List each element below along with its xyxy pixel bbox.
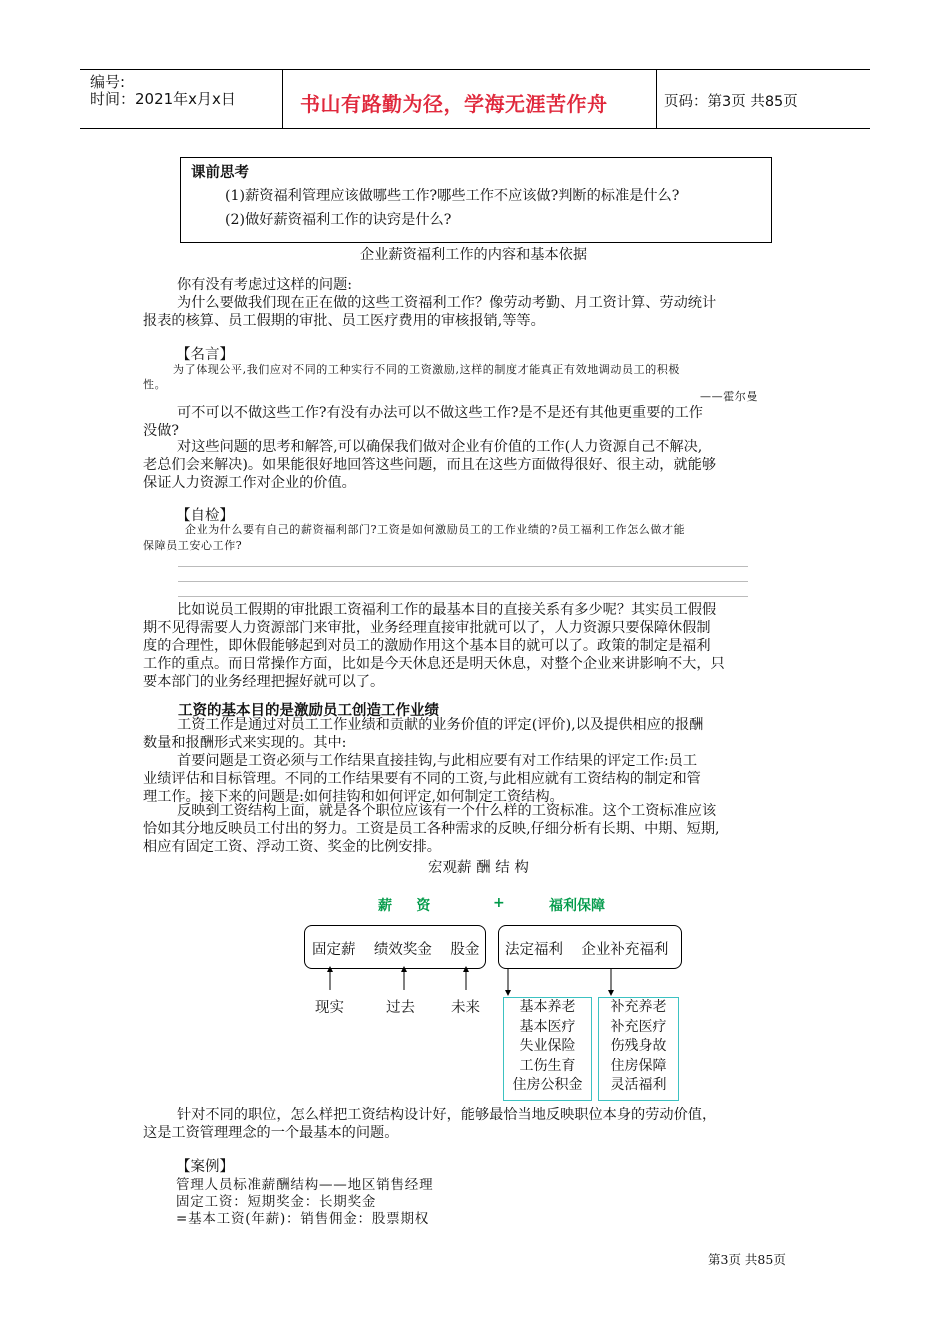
- reality-label: 现实: [315, 1000, 344, 1016]
- header-motto: 书山有路勤为径，学海无涯苦作舟: [300, 92, 608, 116]
- self-check-line-2: 保障员工安心工作?: [143, 539, 243, 552]
- statutory-item: 基本养老: [519, 999, 576, 1015]
- welfare-label: 福利保障: [549, 898, 605, 914]
- diagram-title: 宏观薪 酬 结 构: [428, 860, 529, 876]
- quote-text-line-1: 为了体现公平,我们应对不同的工种实行不同的工资激励,这样的制度才能真正有效地调动员工的积极: [173, 363, 680, 376]
- supplement-item: 伤残身故: [610, 1038, 667, 1054]
- paragraph-primary-issue-3: 理工作。接下来的问题是:如何挂钩和如何评定,如何制定工资结构。: [143, 789, 564, 805]
- paragraph-primary-issue-2: 业绩评估和目标管理。不同的工作结果要有不同的工资,与此相应就有工资结构的制定和管: [143, 771, 701, 787]
- statutory-item: 失业保险: [519, 1038, 576, 1054]
- statutory-item: 工伤生育: [519, 1057, 576, 1074]
- supplement-item: 补充医疗: [610, 1018, 667, 1035]
- paragraph-salary-structure-2: 恰如其分地反映员工付出的努力。工资是员工各种需求的反映,仔细分析有长期、中期、短期,: [143, 821, 720, 837]
- case-line-1: 管理人员标准薪酬结构——地区销售经理: [176, 1177, 434, 1193]
- supplement-item: 灵活福利: [610, 1077, 667, 1093]
- past-label: 过去: [386, 1000, 415, 1016]
- paragraph-answers-3: 保证人力资源工作对企业的价值。: [143, 475, 356, 491]
- thinking-question-1: (1)薪资福利管理应该做哪些工作?哪些工作不应该做?判断的标准是什么?: [225, 188, 680, 204]
- case-heading: 【案例】: [176, 1159, 234, 1175]
- paragraph-leave-approval-2: 期不见得需要人力资源部门来审批，业务经理直接审批就可以了，人力资源只要保障休假制: [143, 620, 711, 636]
- document-date: 时间：2021年x月x日: [90, 90, 236, 108]
- salary-purpose-heading: 工资的基本目的是激励员工创造工作业绩: [178, 703, 439, 719]
- statutory-welfare-list: [503, 997, 592, 1101]
- paragraph-can-we-skip-1: 可不可以不做这些工作?有没有办法可以不做这些工作?是不是还有其他更重要的工作: [177, 405, 703, 421]
- statutory-item: 住房公积金: [512, 1077, 583, 1093]
- future-label: 未来: [451, 1000, 480, 1016]
- paragraph-why-line-2: 报表的核算、员工假期的审批、员工医疗费用的审核报销,等等。: [143, 313, 545, 329]
- plus-sign: +: [493, 895, 505, 911]
- statutory-item: 基本医疗: [519, 1018, 576, 1035]
- paragraph-answers-1: 对这些问题的思考和解答,可以确保我们做对企业有价值的工作(人力资源自己不解决,: [177, 439, 703, 455]
- paragraph-position-design-2: 这是工资管理理念的一个最基本的问题。: [143, 1125, 399, 1141]
- salary-label: 薪 资: [378, 898, 431, 914]
- paragraph-salary-structure-1: 反映到工资结构上面，就是各个职位应该有一个什么样的工资标准。这个工资标准应该: [177, 803, 717, 819]
- header-page-number: 页码：第3页 共85页: [664, 94, 798, 110]
- pre-class-thinking-title: 课前思考: [191, 165, 249, 181]
- paragraph-can-we-skip-2: 没做?: [143, 423, 179, 439]
- paragraph-question-intro: 你有没有考虑过这样的问题:: [177, 277, 353, 293]
- paragraph-salary-structure-3: 相应有固定工资、浮动工资、奖金的比例安排。: [143, 839, 441, 855]
- paragraph-leave-approval-3: 度的合理性，即休假能够起到对员工的激励作用这个基本目的就可以了。政策的制定是福利: [143, 638, 711, 654]
- paragraph-salary-work-2: 数量和报酬形式来实现的。其中:: [143, 735, 347, 751]
- welfare-components-text: 法定福利 企业补充福利: [505, 942, 669, 958]
- supplement-item: 住房保障: [610, 1057, 667, 1074]
- paragraph-position-design-1: 针对不同的职位，怎么样把工资结构设计好，能够最恰当地反映职位本身的劳动价值，: [177, 1107, 717, 1123]
- quote-heading: 【名言】: [176, 347, 234, 363]
- paragraph-leave-approval-4: 工作的重点。而日常操作方面，比如是今天休息还是明天休息，对整个企业来讲影响不大，只: [143, 656, 725, 672]
- supplement-item: 补充养老: [610, 999, 667, 1015]
- quote-author: ——霍尔曼: [700, 390, 758, 403]
- paragraph-leave-approval-5: 要本部门的业务经理把握好就可以了。: [143, 674, 385, 690]
- paragraph-answers-2: 老总们会来解决)。如果能很好地回答这些问题，而且在这些方面做得很好、很主动，就能够: [143, 457, 717, 473]
- self-check-heading: 【自检】: [176, 508, 234, 524]
- paragraph-leave-approval-1: 比如说员工假期的审批跟工资福利工作的最基本目的直接关系有多少呢？其实员工假假: [177, 602, 717, 618]
- paragraph-salary-work-1: 工资工作是通过对员工工作业绩和贡献的业务价值的评定(评价),以及提供相应的报酬: [177, 717, 704, 733]
- quote-text-line-2: 性。: [143, 378, 167, 391]
- thinking-question-2: (2)做好薪资福利工作的诀窍是什么?: [225, 212, 452, 228]
- paragraph-primary-issue-1: 首要问题是工资必须与工作结果直接挂钩,与此相应要有对工作结果的评定工作:员工: [177, 753, 698, 769]
- supplementary-welfare-list: [598, 997, 679, 1101]
- footer-page-number: 第3页 共85页: [708, 1252, 786, 1267]
- case-line-3: =基本工资(年薪)：销售佣金：股票期权: [176, 1211, 430, 1227]
- section-title: 企业薪资福利工作的内容和基本依据: [360, 247, 588, 263]
- salary-components-text: 固定薪 绩效奖金 股金: [312, 942, 480, 958]
- case-line-2: 固定工资：短期奖金：长期奖金: [176, 1194, 377, 1210]
- paragraph-why-line-1: 为什么要做我们现在正在做的这些工资福利工作？像劳动考勤、月工资计算、劳动统计: [177, 295, 717, 311]
- self-check-line-1: 企业为什么要有自己的薪资福利部门?工资是如何激励员工的工作业绩的?员工福利工作怎么做才能: [185, 523, 686, 536]
- document-number: 编号:: [90, 73, 126, 91]
